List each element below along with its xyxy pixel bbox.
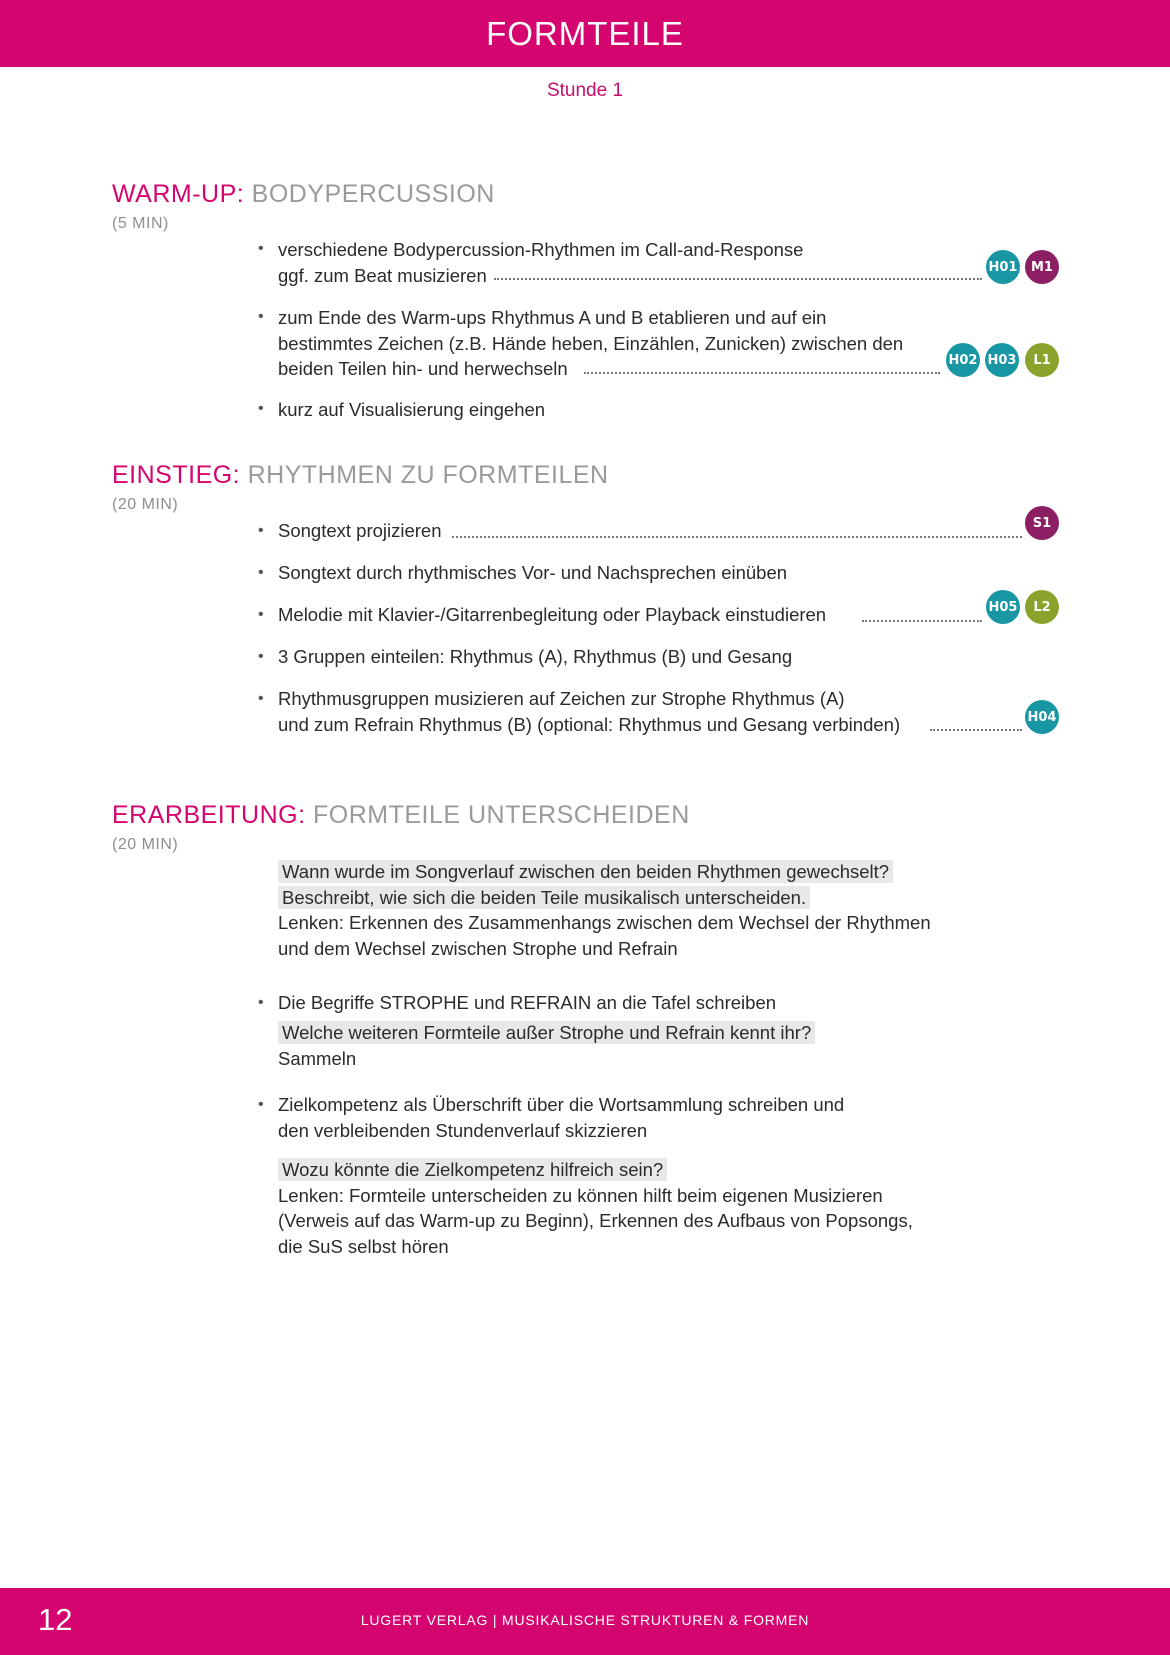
badge-icon: M1 xyxy=(1025,250,1059,284)
bullet-dot: • xyxy=(258,994,264,1011)
section-duration: (20 MIN) xyxy=(112,496,179,513)
item-line: verschiedene Bodypercussion-Rhythmen im Call-and-Response xyxy=(278,239,804,260)
bullet-dot: • xyxy=(258,564,264,581)
dotted-leader xyxy=(930,729,1022,731)
item-line: den verbleibenden Stundenverlauf skizzieren xyxy=(278,1119,648,1141)
section-title-erarbeitung xyxy=(112,801,690,830)
item-line: beiden Teilen hin- und herwechseln xyxy=(278,358,568,379)
item-line: und zum Refrain Rhythmus (B) (optional: Rhythmus und Gesang verbinden) xyxy=(278,713,901,735)
page-subtitle: Stunde 1 xyxy=(546,80,624,101)
item-line: bestimmtes Zeichen (z.B. Hände heben, Einzählen, Zunicken) zwischen den xyxy=(278,332,904,354)
section-lead: ERARBEITUNG: xyxy=(112,801,306,829)
list-item: 3 Gruppen einteilen: Rhythmus (A), Rhythmus (B) und Gesang xyxy=(278,646,793,667)
list-item xyxy=(278,305,903,382)
footer-text: LUGERT VERLAG | MUSIKALISCHE STRUKTUREN & FORMEN xyxy=(360,1612,810,1628)
bullet-dot: • xyxy=(258,690,264,707)
question-line: Welche weiteren Formteile außer Strophe und Refrain kennt ihr? xyxy=(278,1021,815,1044)
follow-line: die SuS selbst hören xyxy=(278,1235,449,1257)
badge-icon: H04 xyxy=(1025,700,1059,734)
section-rest: RHYTHMEN ZU FORMTEILEN xyxy=(240,461,609,489)
section-title-einstieg xyxy=(112,461,609,490)
bullet-dot: • xyxy=(258,308,264,325)
badge-icon: H02 xyxy=(946,343,980,377)
dotted-leader xyxy=(452,536,1022,538)
follow-line: Lenken: Formteile unterscheiden zu können hilft beim eigenen Musizieren xyxy=(278,1184,883,1206)
item-line: Rhythmusgruppen musizieren auf Zeichen zur Strophe Rhythmus (A) xyxy=(278,688,845,709)
list-item xyxy=(278,1092,844,1143)
question-line: Wozu könnte die Zielkompetenz hilfreich sein? xyxy=(278,1158,667,1181)
section-rest: FORMTEILE UNTERSCHEIDEN xyxy=(305,801,690,829)
follow-line: und dem Wechsel zwischen Strophe und Refrain xyxy=(278,937,678,959)
dotted-leader xyxy=(494,278,982,280)
bullet-dot: • xyxy=(258,1096,264,1113)
bullet-dot: • xyxy=(258,240,264,257)
badge-icon: H05 xyxy=(986,590,1020,624)
badge-icon: H03 xyxy=(985,343,1019,377)
question-block xyxy=(278,859,931,961)
list-item xyxy=(278,237,803,288)
list-item xyxy=(278,686,900,737)
list-item: Songtext projizieren xyxy=(278,520,442,541)
badge-icon: L2 xyxy=(1025,590,1059,624)
section-lead: EINSTIEG: xyxy=(112,461,241,489)
follow-line: (Verweis auf das Warm-up zu Beginn), Erkennen des Aufbaus von Popsongs, xyxy=(278,1210,913,1231)
follow-line: Sammeln xyxy=(278,1047,357,1069)
bullet-dot: • xyxy=(258,648,264,665)
section-rest: BODYPERCUSSION xyxy=(244,180,495,208)
bullet-dot: • xyxy=(258,606,264,623)
item-line: Zielkompetenz als Überschrift über die Wortsammlung schreiben und xyxy=(278,1094,845,1115)
header-bar xyxy=(0,0,1170,67)
question-block xyxy=(278,1157,913,1259)
follow-line: Lenken: Erkennen des Zusammenhangs zwischen dem Wechsel der Rhythmen xyxy=(278,912,931,933)
dotted-leader xyxy=(862,620,982,622)
page-title: FORMTEILE xyxy=(486,14,684,52)
badge-icon: H01 xyxy=(986,250,1020,284)
section-lead: WARM-UP: xyxy=(112,180,245,208)
question-line: Beschreibt, wie sich die beiden Teile musikalisch unterscheiden. xyxy=(278,886,810,909)
item-line: ggf. zum Beat musizieren xyxy=(278,264,487,286)
list-item: Songtext durch rhythmisches Vor- und Nachsprechen einüben xyxy=(278,562,788,583)
section-duration: (5 MIN) xyxy=(112,215,169,232)
dotted-leader xyxy=(584,372,940,374)
section-duration: (20 MIN) xyxy=(112,836,179,853)
question-line: Wann wurde im Songverlauf zwischen den beiden Rhythmen gewechselt? xyxy=(278,860,893,883)
badge-icon: L1 xyxy=(1025,343,1059,377)
bullet-dot: • xyxy=(258,522,264,539)
page-number: 12 xyxy=(38,1602,73,1637)
list-item: kurz auf Visualisierung eingehen xyxy=(278,399,546,420)
list-item: Melodie mit Klavier-/Gitarrenbegleitung oder Playback einstudieren xyxy=(278,604,827,625)
list-item: Die Begriffe STROPHE und REFRAIN an die Tafel schreiben xyxy=(278,992,777,1013)
bullet-dot: • xyxy=(258,400,264,417)
section-title-warmup xyxy=(112,180,495,209)
question-block xyxy=(278,1020,815,1071)
footer-bar xyxy=(0,1588,1170,1655)
badge-icon: S1 xyxy=(1025,506,1059,540)
item-line: zum Ende des Warm-ups Rhythmus A und B etablieren und auf ein xyxy=(278,307,827,328)
